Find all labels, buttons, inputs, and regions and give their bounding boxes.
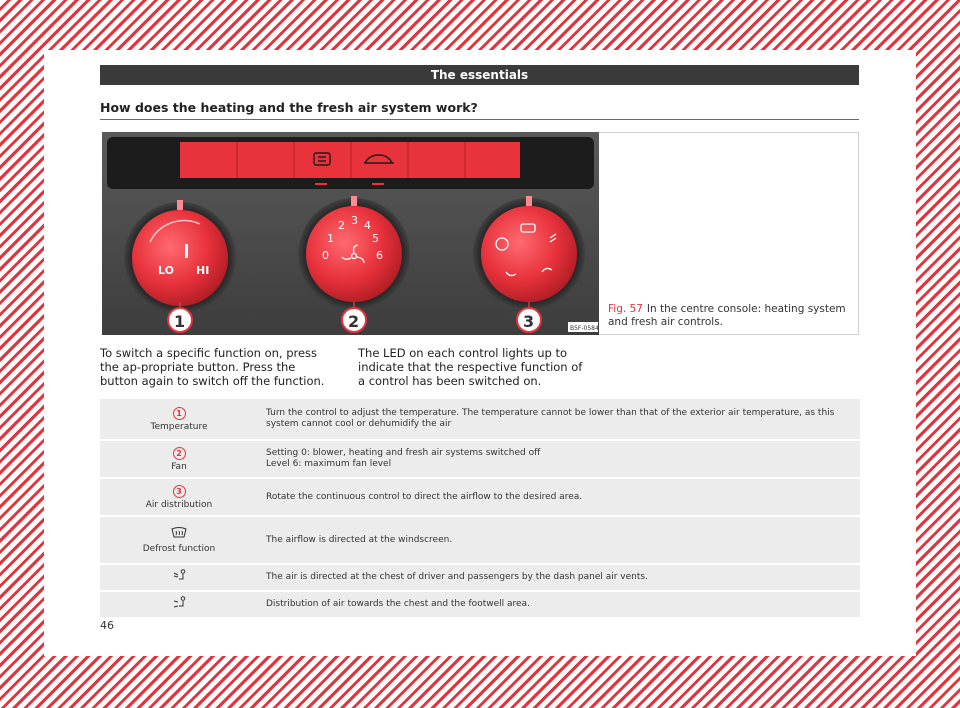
page bbox=[44, 50, 916, 656]
fan-level-5: 5 bbox=[372, 232, 379, 245]
controls-table bbox=[100, 397, 860, 619]
climate-control-illustration bbox=[102, 132, 599, 335]
fan-level-1: 1 bbox=[327, 232, 334, 245]
fan-level-3: 3 bbox=[351, 214, 358, 227]
row-description: The airflow is directed at the windscreen. bbox=[258, 517, 860, 563]
intro-right: The LED on each control lights up to indicate that the respective function of a control has been switched on. bbox=[358, 346, 583, 388]
dial-lo-label: LO bbox=[158, 264, 174, 277]
intro-left: To switch a specific function on, press the ap-propriate button. Press the button again to switch off the function. bbox=[100, 346, 325, 388]
fan-level-2: 2 bbox=[338, 219, 345, 232]
table-row bbox=[100, 565, 860, 590]
row-label: Fan bbox=[171, 461, 187, 472]
figure-code: B5F-0584 bbox=[570, 325, 599, 332]
dial-hi-label: HI bbox=[196, 264, 210, 277]
table-row bbox=[100, 441, 860, 477]
callout-2 bbox=[342, 308, 366, 332]
row-label: Air distribution bbox=[145, 499, 213, 510]
row-description: Setting 0: blower, heating and fresh air systems switched off Level 6: maximum fan level bbox=[258, 441, 860, 477]
table-row bbox=[100, 479, 860, 515]
defrost-icon bbox=[171, 527, 187, 539]
row-label: Temperature bbox=[150, 421, 208, 432]
svg-text:2: 2 bbox=[348, 312, 360, 331]
row-description: Rotate the continuous control to direct the airflow to the desired area. bbox=[258, 479, 860, 515]
fan-level-4: 4 bbox=[364, 219, 371, 232]
section-title: How does the heating and the fresh air system work? bbox=[100, 100, 478, 115]
row-number-badge: 1 bbox=[173, 407, 186, 420]
callout-3 bbox=[517, 308, 541, 332]
callout-1 bbox=[168, 308, 192, 332]
fan-level-0: 0 bbox=[322, 249, 329, 262]
figure-caption bbox=[608, 303, 858, 329]
chest-footwell-icon bbox=[171, 596, 187, 610]
row-description: The air is directed at the chest of driver and passengers by the dash panel air vents. bbox=[258, 565, 860, 590]
row-label: Defrost function bbox=[142, 543, 216, 554]
fan-level-6: 6 bbox=[376, 249, 383, 262]
row-description: Distribution of air towards the chest and the footwell area. bbox=[258, 592, 860, 617]
table-row bbox=[100, 399, 860, 439]
svg-text:1: 1 bbox=[174, 312, 186, 331]
figure-label: Fig. 57 bbox=[608, 303, 643, 315]
table-row bbox=[100, 517, 860, 563]
climate-control-figure bbox=[102, 132, 599, 335]
table-row bbox=[100, 592, 860, 617]
figure-caption-text: In the centre console: heating system and fresh air controls. bbox=[608, 303, 846, 328]
row-number-badge: 3 bbox=[173, 485, 186, 498]
row-number-badge: 2 bbox=[173, 447, 186, 460]
header-bar: The essentials bbox=[100, 65, 859, 85]
title-divider bbox=[100, 119, 859, 120]
svg-text:3: 3 bbox=[523, 312, 535, 331]
chest-vent-icon bbox=[171, 569, 187, 583]
row-description: Turn the control to adjust the temperature. The temperature cannot be lower than that of the exterior air temperature, as this system cannot cool or dehumidify the air bbox=[258, 399, 860, 439]
page-number: 46 bbox=[100, 619, 114, 632]
